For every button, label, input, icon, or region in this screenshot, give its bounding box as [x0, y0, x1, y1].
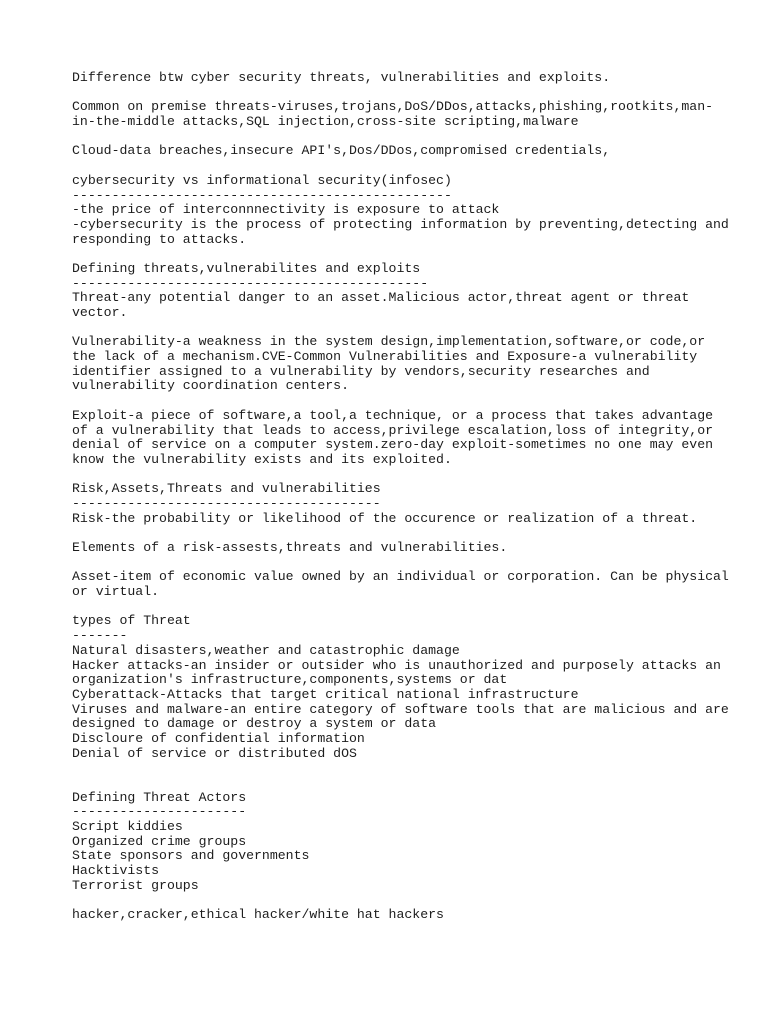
underline-rule: ---------------------------------------: [72, 495, 381, 511]
text-line: Defining threats,vulnerabilites and exploits: [72, 260, 421, 276]
blank-line: [72, 776, 712, 791]
text-line: Organized crime groups: [72, 833, 247, 849]
text-line: vector.: [72, 305, 128, 320]
text-line: Difference btw cyber security threats, vulnerabilities and exploits.: [72, 70, 611, 85]
blank-line: [72, 761, 712, 776]
blank-line: [72, 321, 712, 336]
text-line: Hacktivists: [72, 863, 160, 879]
text-line: the lack of a mechanism.CVE-Common Vulnerabilities and Exposure-a vulnerability: [72, 349, 698, 365]
text-line: Defining Threat Actors: [72, 789, 247, 805]
text-line: or virtual.: [72, 584, 160, 600]
text-line: know the vulnerability exists and its exploited.: [72, 451, 452, 467]
text-line: Threat-any potential danger to an asset.Malicious actor,threat agent or threat: [72, 290, 690, 306]
text-line: Exploit-a piece of software,a tool,a technique, or a process that takes advantage: [72, 407, 714, 423]
text-line: vulnerability coordination centers.: [72, 378, 349, 394]
blank-line: [72, 556, 712, 571]
text-line: in-the-middle attacks,SQL injection,cross-site scripting,malware: [72, 114, 579, 130]
document-page: [72, 70, 729, 923]
text-line: Discloure of confidential information: [72, 730, 365, 746]
text-line: organization's infrastructure,components,systems or dat: [72, 672, 508, 688]
text-line: -cybersecurity is the process of protecting information by preventing,detecting and: [72, 216, 729, 232]
text-line: Risk-the probability or likelihood of the occurence or realization of a threat.: [72, 510, 698, 526]
text-line: Hacker attacks-an insider or outsider who is unauthorized and purposely attacks an: [72, 657, 721, 673]
text-line: hacker,cracker,ethical hacker/white hat hackers: [72, 907, 444, 923]
text-line: Script kiddies: [72, 819, 183, 835]
text-line: designed to damage or destroy a system or data: [72, 716, 437, 732]
underline-rule: ----------------------: [72, 804, 247, 820]
text-line: -the price of interconnnectivity is exposure to attack: [72, 202, 500, 218]
text-line: responding to attacks.: [72, 231, 247, 247]
underline-rule: -------: [72, 628, 128, 644]
text-line: Vulnerability-a weakness in the system design,implementation,software,or code,or: [72, 334, 706, 350]
text-line: identifier assigned to a vulnerability by vendors,security researches and: [72, 363, 650, 379]
blank-line: [72, 894, 712, 909]
blank-line: [72, 130, 712, 145]
text-line: Risk,Assets,Threats and vulnerabilities: [72, 481, 381, 497]
text-line: Elements of a risk-assests,threats and vulnerabilities.: [72, 540, 508, 555]
text-line: Cyberattack-Attacks that target critical national infrastructure: [72, 686, 579, 702]
blank-line: [72, 468, 712, 483]
blank-line: [72, 86, 712, 101]
blank-line: [72, 600, 712, 615]
text-line: Asset-item of economic value owned by an individual or corporation. Can be physical: [72, 569, 729, 585]
text-line: State sponsors and governments: [72, 848, 310, 864]
text-line: of a vulnerability that leads to access,privilege escalation,loss of integrity,or: [72, 422, 714, 438]
text-line: Common on premise threats-viruses,trojans,DoS/DDos,attacks,phishing,rootkits,man-: [72, 99, 714, 115]
text-line: cybersecurity vs informational security(infosec): [72, 172, 452, 188]
blank-line: [72, 247, 712, 262]
text-line: Natural disasters,weather and catastrophic damage: [72, 642, 460, 658]
text-line: Viruses and malware-an entire category of software tools that are malicious and are: [72, 701, 729, 717]
blank-line: [72, 159, 712, 174]
blank-line: [72, 526, 712, 541]
underline-rule: ------------------------------------------------: [72, 187, 452, 203]
underline-rule: ---------------------------------------------: [72, 275, 429, 291]
text-line: Terrorist groups: [72, 877, 199, 893]
text-line: denial of service on a computer system.zero-day exploit-sometimes no one may even: [72, 437, 714, 453]
text-line: Denial of service or distributed dOS: [72, 745, 357, 761]
blank-line: [72, 394, 712, 409]
text-line: types of Threat: [72, 613, 191, 629]
text-line: Cloud-data breaches,insecure API's,Dos/DDos,compromised credentials,: [72, 143, 611, 159]
